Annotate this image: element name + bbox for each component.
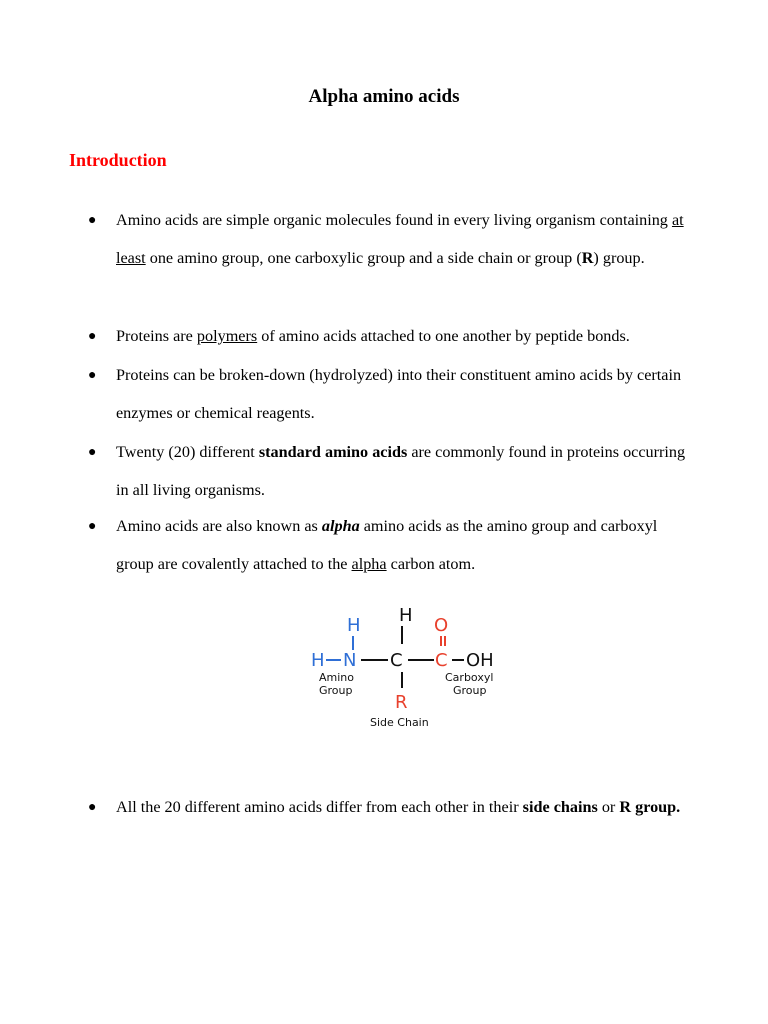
atom-h-amino-left: H	[311, 650, 325, 671]
bullet-text	[116, 318, 698, 356]
text-segment: ) group.	[593, 248, 645, 267]
list-item	[88, 789, 698, 827]
label-side-chain: Side Chain	[370, 716, 429, 729]
underlined-text: at least	[116, 211, 684, 267]
bold-text: R group.	[619, 798, 681, 816]
bold-text: side chains	[522, 798, 598, 816]
bullet-dot-icon: ●	[88, 213, 97, 228]
atom-n: N	[343, 650, 357, 671]
list-item	[88, 202, 698, 277]
amino-acid-structure-svg	[306, 600, 516, 740]
section-heading-introduction: Introduction	[69, 150, 167, 170]
bold-text: R	[581, 248, 594, 267]
underlined-text: alpha	[351, 554, 387, 573]
bullet-dot-icon: ●	[88, 800, 97, 815]
bullet-dot-icon: ●	[88, 519, 97, 534]
label-carboxyl-line2: Group	[453, 684, 487, 697]
text-segment: of amino acids attached to one another by peptide bonds.	[257, 327, 630, 345]
bullet-dot-icon: ●	[88, 445, 97, 460]
atom-c-alpha: C	[390, 650, 403, 671]
bold-text: standard amino acids	[258, 443, 408, 461]
bullet-text	[116, 434, 698, 509]
text-segment: Twenty (20) different	[116, 443, 259, 461]
label-amino-line2: Group	[319, 684, 353, 697]
text-segment: are commonly found in proteins occurring in all living organisms.	[116, 443, 686, 499]
bullet-dot-icon: ●	[88, 329, 97, 344]
atom-oh: OH	[466, 650, 494, 671]
atom-h-top: H	[399, 605, 413, 626]
bullet-dot-icon: ●	[88, 368, 97, 383]
atom-r: R	[395, 692, 408, 713]
text-segment: Amino acids are simple organic molecules found in every living organism containing	[116, 211, 672, 229]
underlined-text: polymers	[196, 327, 258, 345]
bold-italic-text: alpha	[321, 517, 360, 535]
page-title: Alpha amino acids	[308, 86, 460, 107]
text-segment: Proteins are	[116, 327, 197, 345]
text-segment: or	[597, 798, 620, 816]
list-item	[88, 318, 698, 356]
text-segment: carbon atom.	[386, 554, 476, 573]
text-segment: Proteins can be broken-down (hydrolyzed) into their constituent amino acids by certain enzymes or chemical reagents.	[116, 366, 682, 422]
text-segment: Amino acids are also known as	[116, 517, 322, 535]
list-item	[88, 508, 698, 583]
list-item	[88, 357, 698, 432]
bullet-text	[116, 508, 698, 583]
text-segment: All the 20 different amino acids differ from each other in their	[116, 798, 523, 816]
list-item	[88, 434, 698, 509]
bullet-text	[116, 202, 698, 277]
label-carboxyl-line1: Carboxyl	[445, 671, 494, 684]
atom-c-carboxyl: C	[435, 650, 448, 671]
bullet-text	[116, 789, 698, 827]
text-segment: amino acids as the amino group and carboxyl group are covalently attached to the	[116, 517, 658, 573]
bullet-text	[116, 357, 698, 432]
amino-acid-structure-diagram	[306, 600, 516, 740]
label-amino-line1: Amino	[319, 671, 354, 684]
atom-o-top: O	[434, 615, 449, 636]
text-segment: one amino group, one carboxylic group and a side chain or group (	[145, 248, 582, 267]
atom-h-amino-top: H	[347, 615, 361, 636]
